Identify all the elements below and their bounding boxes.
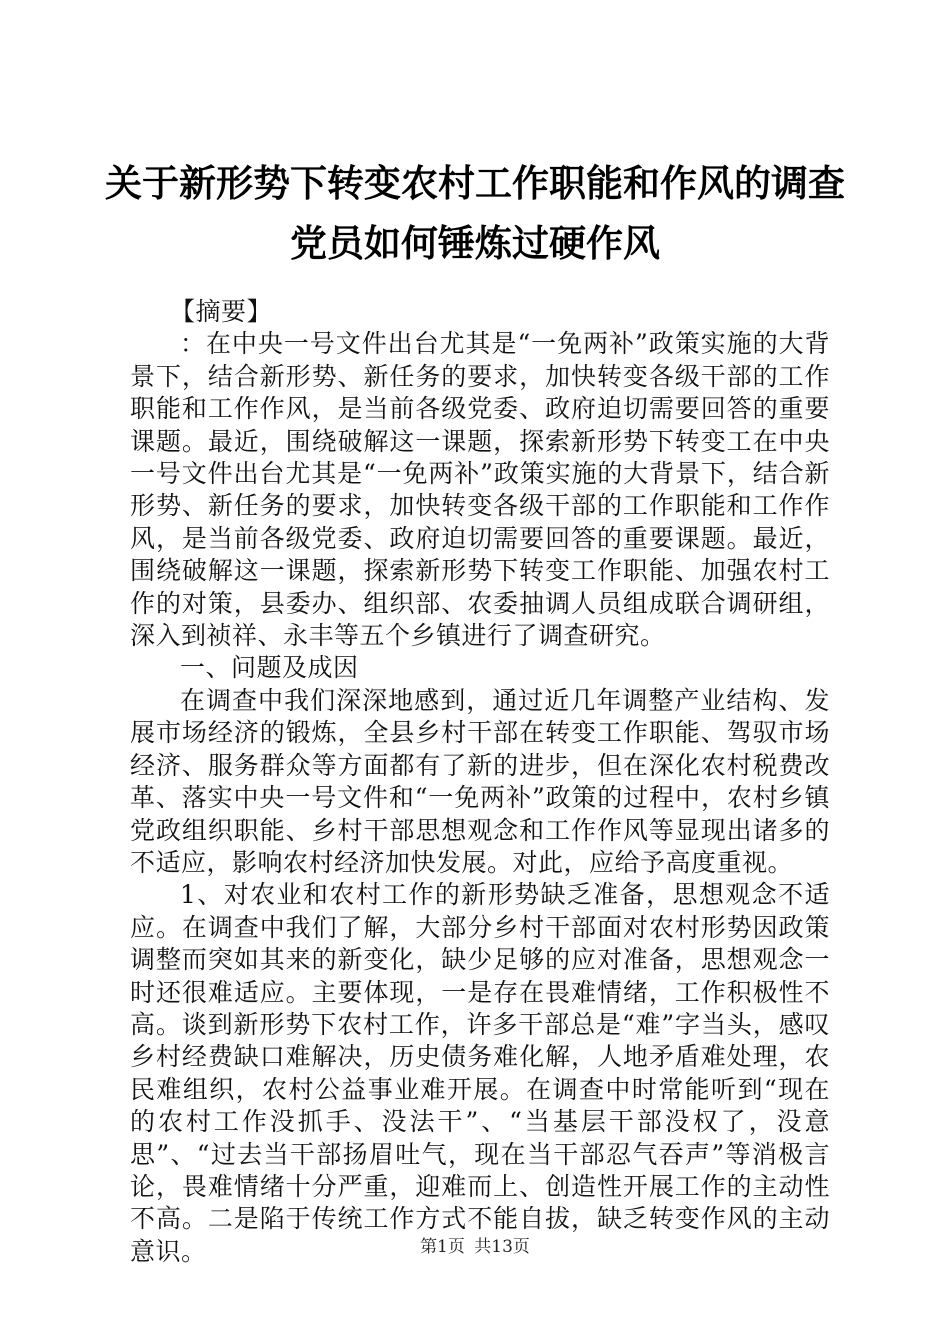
abstract-paragraph: ：在中央一号文件出台尤其是“一免两补”政策实施的大背景下，结合新形势、新任务的要求，加快转变各级干部的工作职能和工作作风，是当前各级党委、政府迫切需要回答的重要课题。最近，围绕破解这一课题，探索新形势下转变工在中央一号文件出台尤其是“一免两补”政策实施的大背景下，结合新形势、新任务的要求，加快转变各级干部的工作职能和工作作风，是当前各级党委、政府迫切需要回答的重要课题。最近，围绕破解这一课题，探索新形势下转变工作职能、加强农村工作的对策，县委办、组织部、农委抽调人员组成联合调研组，深入到祯祥、永丰等五个乡镇进行了调查研究。 — [130, 329, 830, 651]
document-subtitle: 党员如何锤炼过硬作风 — [290, 222, 660, 265]
page-footer — [0, 1236, 950, 1258]
document-title: 关于新形势下转变农村工作职能和作风的调查 — [105, 162, 845, 205]
page-total: 共13页 — [474, 1237, 530, 1257]
section-heading: 一、问题及成因 — [180, 653, 359, 683]
body-paragraph: 在调查中我们深深地感到，通过近几年调整产业结构、发展市场经济的锻炼，全县乡村干部在转变工作职能、驾驭市场经济、服务群众等方面都有了新的进步，但在深化农村税费改革、落实中央一号文件和“一免两补”政策的过程中，农村乡镇党政组织职能、乡村干部思想观念和工作作风等显现出诸多的不适应，影响农村经济加快发展。对此，应给予高度重视。 — [130, 685, 830, 877]
document-body — [130, 296, 830, 1268]
body-paragraph: 1、对农业和农村工作的新形势缺乏准备，思想观念不适应。在调查中我们了解，大部分乡村干部面对农村形势因政策调整而突如其来的新变化，缺少足够的应对准备，思想观念一时还很难适应。主要体现，一是存在畏难情绪，工作积极性不高。谈到新形势下农村工作，许多干部总是“难”字当头，感叹乡村经费缺口难解决，历史债务难化解，人地矛盾难处理，农民难组织，农村公益事业难开展。在调查中时常能听到“现在的农村工作没抓手、没法干”、“当基层干部没权了，没意思”、“过去当干部扬眉吐气，现在当干部忍气吞声”等消极言论，畏难情绪十分严重，迎难而上、创造性开展工作的主动性不高。二是陷于传统工作方式不能自拔，缺乏转变作风的主动意识。 — [130, 880, 830, 1266]
abstract-label: 【摘要】 — [170, 297, 273, 326]
page-number: 第1页 — [420, 1237, 465, 1257]
